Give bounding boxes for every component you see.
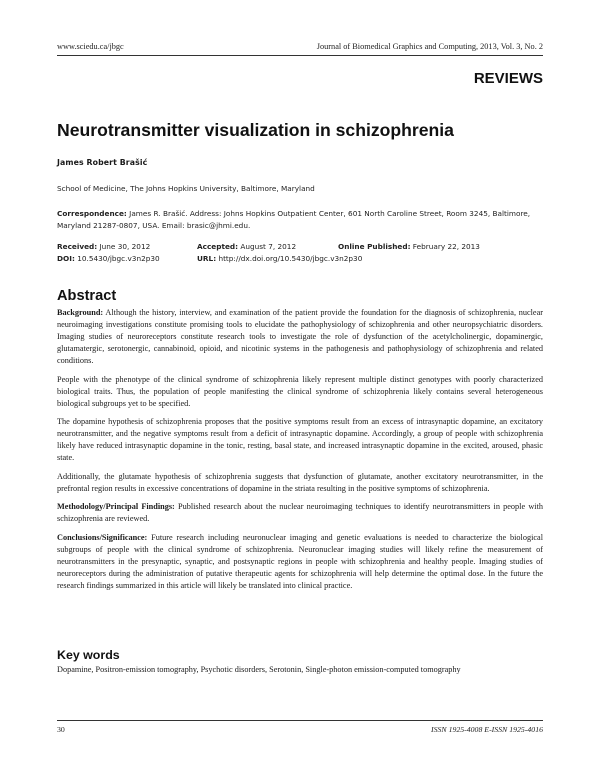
header-rule bbox=[57, 55, 543, 56]
paper-page bbox=[57, 0, 543, 776]
article-url[interactable]: URL: http://dx.doi.org/10.5430/jbgc.v3n2p30 bbox=[197, 253, 363, 263]
abstract-conclusions: Conclusions/Significance: Future research including neuronuclear imaging and genetic evaluations is needed to characterize the biological subgroups of people with the clinical syndrome of schizophrenia. Neuronuclear imaging studies will likely refine the measurement of neurotransmitters in the presynaptic, synaptic, and postsynaptic regions in people with schizophrenia and healthy people. Imaging studies of neuroreceptors during the administration of putative therapeutic agents for schizophrenia will help determine the optimal dose. In the future the research findings summarized in this article will likely be translated into clinical practice. bbox=[57, 532, 543, 590]
keywords-heading: Key words bbox=[57, 648, 120, 662]
abstract-paragraph: The dopamine hypothesis of schizophrenia proposes that the positive symptoms result from an excess of intrasynaptic dopamine, an excitatory neurotransmitter, and the negative symptoms result from a deficit of intrasynaptic dopamine. Accordingly, a group of people with schizophrenia likely have reduced intrasynaptic dopamine in the tonic, resting, basal state, and increased intrasynaptic dopamine in the excited, aroused, phasic state. bbox=[57, 417, 543, 462]
issn: ISSN 1925-4008 E-ISSN 1925-4016 bbox=[431, 725, 543, 734]
correspondence-text: James R. Brašić. Address: Johns Hopkins Outpatient Center, 601 North Caroline Street, Room 3245, Baltimore, Maryland 21287-0807, USA. Email: brasic@jhmi.edu. bbox=[57, 209, 531, 231]
received-date: Received: June 30, 2012 bbox=[57, 242, 151, 251]
abstract-body bbox=[57, 307, 543, 598]
footer-rule bbox=[57, 720, 543, 721]
article-title: Neurotransmitter visualization in schizophrenia bbox=[57, 120, 454, 140]
abstract-heading: Abstract bbox=[57, 288, 117, 304]
running-header bbox=[57, 42, 543, 51]
published-date: Online Published: February 22, 2013 bbox=[338, 242, 480, 251]
keywords-list: Dopamine, Positron-emission tomography, Psychotic disorders, Serotonin, Single-photon emission-computed tomography bbox=[57, 665, 461, 674]
section-label: REVIEWS bbox=[473, 70, 543, 87]
publication-dates bbox=[57, 241, 543, 264]
abstract-methods: Methodology/Principal Findings: Published research about the nuclear neuroimaging techniques to identify neurotransmitters in people with schizophrenia are reviewed. bbox=[57, 502, 543, 523]
abstract-background: Background: Although the history, interview, and examination of the patient provide the foundation for the diagnosis of schizophrenia, nuclear neuroimaging investigations constitute promising tools to elucidate the pathophysiology of schizophrenia and other neuropsychiatric disorders. Imaging studies of neuroreceptors constitute research tools to investigate the role of dysfunction of the acetylcholinergic, dopaminergic, glutamatergic, serotonergic, cannabinoid, opioid, and nicotinic systems in the pathogenesis and pathophysiology of schizophrenia and related conditions. bbox=[57, 308, 543, 365]
correspondence bbox=[57, 208, 543, 232]
page-footer bbox=[57, 725, 543, 734]
doi: DOI: 10.5430/jbgc.v3n2p30 bbox=[57, 253, 160, 263]
abstract-paragraph: Additionally, the glutamate hypothesis of schizophrenia suggests that dysfunction of glutamate, another excitatory neurotransmitter, in the prefrontal region results in excessive concentrations of dopamine in the striata resulting in the positive symptoms of schizophrenia. bbox=[57, 471, 543, 493]
author-affiliation: School of Medicine, The Johns Hopkins University, Baltimore, Maryland bbox=[57, 184, 315, 193]
journal-citation: Journal of Biomedical Graphics and Computing, 2013, Vol. 3, No. 2 bbox=[316, 42, 543, 51]
correspondence-label: Correspondence: bbox=[57, 209, 127, 218]
page-number: 30 bbox=[57, 725, 65, 734]
abstract-paragraph: People with the phenotype of the clinical syndrome of schizophrenia likely represent multiple distinct genotypes with poorly characterized biological traits. Thus, the population of people manifesting the clinical syndrome of schizophrenia likely contains several heterogeneous biological subgroups yet to be specified. bbox=[57, 374, 543, 408]
journal-website: www.sciedu.ca/jbgc bbox=[57, 42, 124, 51]
accepted-date: Accepted: August 7, 2012 bbox=[197, 242, 297, 251]
author-name: James Robert Brašić bbox=[57, 158, 148, 167]
